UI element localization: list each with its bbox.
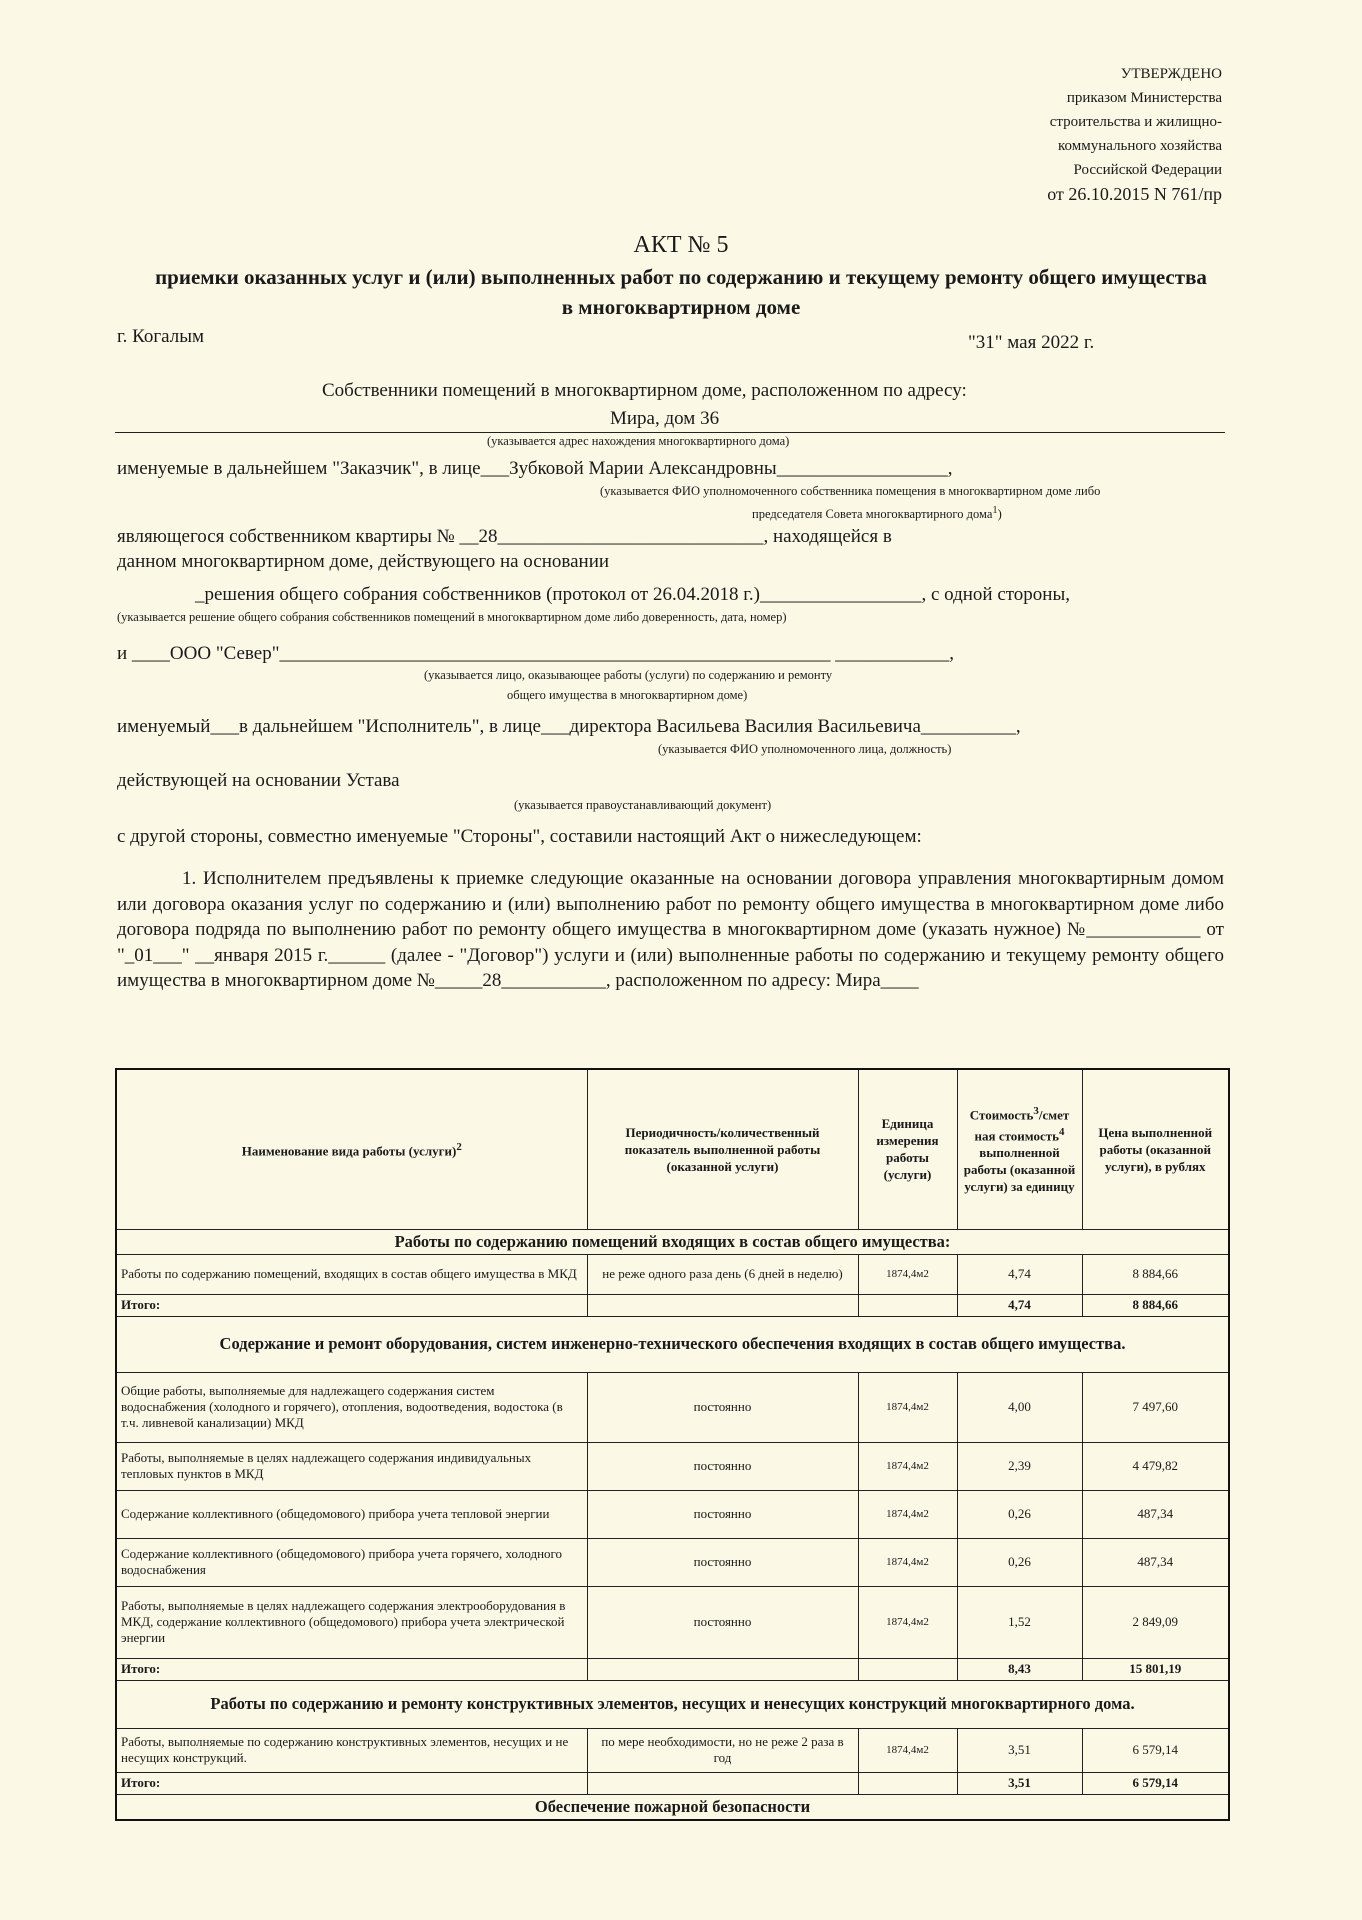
executor-hint: (указывается ФИО уполномоченного лица, должность) (658, 742, 952, 756)
work-price: 7 497,60 (1082, 1372, 1229, 1442)
apartment-number: 28 (478, 526, 498, 547)
approval-line: УТВЕРЖДЕНО (1120, 66, 1222, 82)
empty-cell (587, 1658, 858, 1680)
work-periodicity: не реже одного раза день (6 дней в неделю) (587, 1254, 858, 1294)
work-periodicity: по мере необходимости, но не реже 2 раза в год (587, 1728, 858, 1772)
act-date: "31" мая 2022 г. (968, 332, 1095, 353)
work-periodicity: постоянно (587, 1538, 858, 1586)
table-row (116, 1254, 1229, 1294)
work-price: 6 579,14 (1082, 1728, 1229, 1772)
executor-line: именуемый___в дальнейшем "Исполнитель", в лице___директора Васильева Василия Васильевича__________, (117, 716, 1021, 737)
acting-hint: (указывается правоустанавливающий документ) (514, 798, 772, 812)
work-price: 8 884,66 (1082, 1254, 1229, 1294)
work-cost: 2,39 (957, 1442, 1082, 1490)
total-row (116, 1658, 1229, 1680)
executor-name: директора Васильева Василия Васильевича (569, 716, 921, 737)
section-title: Работы по содержанию помещений входящих в состав общего имущества: (116, 1229, 1229, 1254)
act-subtitle-line1: приемки оказанных услуг и (или) выполненных работ по содержанию и текущему ремонту общего имущества (155, 265, 1207, 289)
work-unit: 1874,4м2 (858, 1728, 957, 1772)
work-name: Содержание коллективного (общедомового) прибора учета горячего, холодного водоснабжения (116, 1538, 587, 1586)
total-label: Итого: (116, 1294, 587, 1316)
section-row (116, 1316, 1229, 1372)
work-name: Работы, выполняемые по содержанию конструктивных элементов, несущих и не несущих конструкций. (116, 1728, 587, 1772)
footnote-mark: 2 (456, 1141, 462, 1154)
work-price: 2 849,09 (1082, 1586, 1229, 1658)
address-hint: (указывается адрес нахождения многоквартирного дома) (487, 434, 790, 448)
customer-hint-2: председателя Совета многоквартирного дома$^1$) (752, 505, 1002, 522)
address-underline (115, 432, 1225, 433)
act-subtitle-line2: в многоквартирном доме (561, 295, 801, 319)
total-label: Итого: (116, 1658, 587, 1680)
customer-hint: (указывается ФИО уполномоченного собственника помещения в многоквартирном доме либо (600, 484, 1101, 498)
basis-suffix: , с одной стороны, (921, 584, 1070, 605)
owner-prefix: являющегося собственником квартиры № (117, 526, 455, 547)
total-cost: 4,74 (957, 1294, 1082, 1316)
header-unit-cost (957, 1069, 1082, 1229)
work-name: Работы, выполняемые в целях надлежащего содержания индивидуальных тепловых пунктов в МКД (116, 1442, 587, 1490)
work-periodicity: постоянно (587, 1442, 858, 1490)
footnote-mark: 1 (992, 505, 998, 516)
works-table (115, 1068, 1230, 1821)
approval-line: коммунального хозяйства (1058, 138, 1222, 154)
contractor-name: ООО "Север" (169, 643, 280, 664)
work-name: Содержание коллективного (общедомового) прибора учета тепловой энергии (116, 1490, 587, 1538)
header-work-name (116, 1069, 587, 1229)
work-periodicity: постоянно (587, 1490, 858, 1538)
section-title: Работы по содержанию и ремонту конструктивных элементов, несущих и ненесущих конструкций многоквартирного дома. (116, 1680, 1229, 1728)
section-title: Содержание и ремонт оборудования, систем инженерно-технического обеспечения входящих в состав общего имущества. (116, 1316, 1229, 1372)
section-row (116, 1680, 1229, 1728)
total-row (116, 1294, 1229, 1316)
total-cost: 8,43 (957, 1658, 1082, 1680)
contractor-hint-2: общего имущества в многоквартирном доме) (507, 688, 748, 702)
table-row (116, 1728, 1229, 1772)
table-row (116, 1442, 1229, 1490)
customer-name: Зубковой Марии Александровны (509, 458, 777, 479)
total-label: Итого: (116, 1772, 587, 1794)
contractor-line: и ____ООО "Север"__________________________________________________________ ____________, (117, 643, 954, 664)
work-cost: 0,26 (957, 1490, 1082, 1538)
customer-line: именуемые в дальнейшем "Заказчик", в лице___Зубковой Марии Александровны__________________, (117, 458, 953, 479)
work-name: Общие работы, выполняемые для надлежащего содержания систем водоснабжения (холодного и горячего), отопления, водоотведения, водостока (в т.ч. ливневой канализации) МКД (116, 1372, 587, 1442)
work-unit: 1874,4м2 (858, 1372, 957, 1442)
house-address: Мира, дом 36 (610, 408, 720, 429)
total-row (116, 1772, 1229, 1794)
executor-prefix: именуемый (117, 716, 211, 737)
approval-line: приказом Министерства (1066, 90, 1222, 106)
contractor-hint: (указывается лицо, оказывающее работы (услуги) по содержанию и ремонту (424, 668, 833, 682)
acting-line: действующей на основании Устава (117, 770, 400, 791)
work-cost: 4,00 (957, 1372, 1082, 1442)
customer-hint-text: председателя Совета многоквартирного дома (752, 507, 993, 522)
work-cost: 1,52 (957, 1586, 1082, 1658)
act-title: АКТ № 5 (633, 232, 729, 258)
clause-1-text: 1. Исполнителем предъявлены к приемке следующие оказанные на основании договора управления многоквартирным домом или договора оказания услуг по содержанию и (или) выполнению работ по ремонту общего имущества в многоквартирном доме либо договора подряда по выполнению работ по ремонту общего имущества в многоквартирном доме (указать нужное) №____________ от "_01___" __января 2015 г.______ (далее - "Договор") услуги и (или) выполненные работы по содержанию и текущему ремонту общего имущества в многоквартирном доме №_____28___________, расположенном по адресу: Мира____ (117, 868, 1224, 991)
owner-line: являющегося собственником квартиры № __28____________________________, находящейся в (117, 526, 892, 547)
table-row (116, 1538, 1229, 1586)
header-price: Цена выполненной работы (оказанной услуги), в рублях (1082, 1069, 1229, 1229)
section-row (116, 1794, 1229, 1820)
city: г. Когалым (117, 326, 205, 347)
header-unit: Единица измерения работы (услуги) (858, 1069, 957, 1229)
work-unit: 1874,4м2 (858, 1442, 957, 1490)
work-unit: 1874,4м2 (858, 1490, 957, 1538)
footnote-mark: 4 (1059, 1125, 1065, 1138)
header-periodicity: Периодичность/количественный показатель выполненной работы (оказанной услуги) (587, 1069, 858, 1229)
approval-order: от 26.10.2015 N 761/пр (1047, 184, 1222, 204)
header-text: /смет ная стоимость (974, 1107, 1070, 1144)
work-unit: 1874,4м2 (858, 1254, 957, 1294)
work-price: 487,34 (1082, 1490, 1229, 1538)
approval-line: Российской Федерации (1073, 162, 1222, 178)
empty-cell (587, 1772, 858, 1794)
empty-cell (858, 1772, 957, 1794)
basis-value-line: _решения общего собрания собственников (протокол от 26.04.2018 г.)_________________, с одной стороны, (195, 584, 1070, 605)
owners-line: Собственники помещений в многоквартирном доме, расположенном по адресу: (322, 380, 967, 401)
approval-block (1047, 62, 1222, 206)
header-text: выполненной работы (оказанной услуги) за единицу (963, 1145, 1076, 1195)
header-text: Наименование вида работы (услуги) (241, 1143, 457, 1159)
work-periodicity: постоянно (587, 1586, 858, 1658)
table-row (116, 1372, 1229, 1442)
footnote-mark: 3 (1033, 1105, 1039, 1118)
total-price: 6 579,14 (1082, 1772, 1229, 1794)
clause-1 (117, 866, 1224, 994)
basis-line: данном многоквартирном доме, действующего на основании (117, 551, 610, 572)
owner-suffix: , находящейся в (763, 526, 892, 547)
customer-prefix: именуемые в дальнейшем "Заказчик", в лице (117, 458, 481, 479)
work-name: Работы по содержанию помещений, входящих в состав общего имущества в МКД (116, 1254, 587, 1294)
empty-cell (587, 1294, 858, 1316)
executor-mid: в дальнейшем "Исполнитель", в лице (238, 716, 541, 737)
work-unit: 1874,4м2 (858, 1538, 957, 1586)
basis-hint: (указывается решение общего собрания собственников помещений в многоквартирном доме либо доверенность, дата, номер) (117, 610, 787, 624)
contractor-prefix: и (117, 643, 128, 664)
total-price: 8 884,66 (1082, 1294, 1229, 1316)
total-price: 15 801,19 (1082, 1658, 1229, 1680)
approval-line: строительства и жилищно- (1049, 114, 1222, 130)
total-cost: 3,51 (957, 1772, 1082, 1794)
parties-line: с другой стороны, совместно именуемые "Стороны", составили настоящий Акт о нижеследующем: (117, 826, 922, 847)
empty-cell (858, 1294, 957, 1316)
empty-cell (858, 1658, 957, 1680)
act-subtitle (0, 262, 1362, 322)
work-price: 487,34 (1082, 1538, 1229, 1586)
work-unit: 1874,4м2 (858, 1586, 957, 1658)
work-price: 4 479,82 (1082, 1442, 1229, 1490)
table-row (116, 1586, 1229, 1658)
work-cost: 4,74 (957, 1254, 1082, 1294)
work-periodicity: постоянно (587, 1372, 858, 1442)
basis-value: решения общего собрания собственников (протокол от 26.04.2018 г.) (204, 584, 760, 605)
table-row (116, 1490, 1229, 1538)
work-cost: 0,26 (957, 1538, 1082, 1586)
table-header-row (116, 1069, 1229, 1229)
work-name: Работы, выполняемые в целях надлежащего содержания электрооборудования в МКД, содержание коллективного (общедомового) прибора учета электрической энергии (116, 1586, 587, 1658)
section-title: Обеспечение пожарной безопасности (116, 1794, 1229, 1820)
work-cost: 3,51 (957, 1728, 1082, 1772)
section-row (116, 1229, 1229, 1254)
header-text: Стоимость (969, 1107, 1034, 1123)
